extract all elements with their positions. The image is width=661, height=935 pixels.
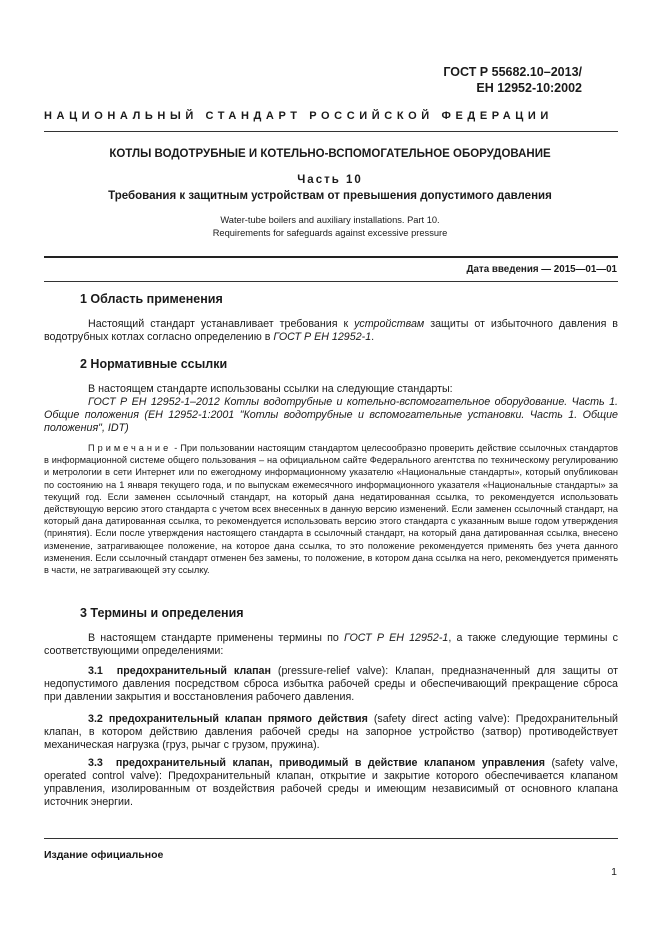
top-divider <box>44 131 618 132</box>
note-label: Примечание <box>88 443 172 453</box>
text-run: защиты от избыточного давления в водотрубных котлах согласно определению в <box>44 318 618 343</box>
standard-number <box>443 64 582 96</box>
text-run: . <box>371 331 375 343</box>
reference-note <box>44 442 618 576</box>
text-run: В настоящем стандарте применены термины по <box>88 632 344 644</box>
term-name: предохранительный клапан <box>116 665 271 677</box>
english-title-line-1: Water-tube boilers and auxiliary installations. Part 10. <box>220 215 440 225</box>
section-2-intro <box>44 383 618 396</box>
term-number: 3.3 <box>88 757 103 769</box>
part-label: Часть 10 <box>297 174 363 186</box>
term-name: предохранительный клапан, приводимый в действие клапаном управления <box>115 757 545 769</box>
emphasis: устройствам <box>354 318 425 330</box>
footer-divider <box>44 838 618 839</box>
page-number: 1 <box>611 866 617 878</box>
english-title <box>40 214 620 240</box>
reference-text: ГОСТ Р ЕН 12952-1–2012 Котлы водотрубные и котельно-вспомогательное оборудование. Часть 1. Общие положения (ЕН 12952-1:2001 "Котлы водотрубные и вспомогательные установки. Часть 1. Общие положения", IDT) <box>44 396 618 434</box>
section-3-intro <box>44 632 618 658</box>
introduction-date: Дата введения — 2015—01—01 <box>466 264 617 275</box>
term-name: предохранительный клапан прямого действия <box>108 713 368 725</box>
section-2-heading: 2 Нормативные ссылки <box>80 357 228 371</box>
term-3-1 <box>44 665 618 704</box>
term-number: 3.2 <box>88 713 103 725</box>
title-divider <box>44 256 618 258</box>
term-3-2 <box>44 713 618 752</box>
english-title-line-2: Requirements for safeguards against excessive pressure <box>212 228 448 238</box>
text-run: В настоящем стандарте использованы ссылки на следующие стандарты: <box>88 383 453 395</box>
term-3-3 <box>44 757 618 809</box>
part-title: Требования к защитным устройствам от превышения допустимого давления <box>108 190 552 202</box>
term-definition: (safety direct acting valve): Предохранительный клапан, в котором действию давления рабочей среды на запорное устройство (затвор) противодействует механическая нагрузка (груз, рычаг с грузом, пружина). <box>44 713 618 751</box>
standard-reference: ГОСТ Р ЕН 12952-1 <box>273 331 372 343</box>
normative-reference <box>44 396 618 435</box>
section-1-paragraph <box>44 318 618 344</box>
section-3-heading: 3 Термины и определения <box>80 606 244 620</box>
document-title: КОТЛЫ ВОДОТРУБНЫЕ И КОТЕЛЬНО-ВСПОМОГАТЕЛЬНОЕ ОБОРУДОВАНИЕ <box>109 148 551 160</box>
en-number: ЕН 12952-10:2002 <box>476 81 582 95</box>
term-definition: (pressure-relief valve): Клапан, предназначенный для защиты от недопустимого давления посредством сброса избытка рабочей среды и обеспечивающий прекращение сброса при давлении закрытия и восстановления рабочего давления. <box>44 665 618 703</box>
standard-reference: ГОСТ Р ЕН 12952-1 <box>344 632 449 644</box>
term-definition: (safety valve, operated control valve): Предохранительный клапан, открытие и закрытие которого обеспечивается клапаном управления, изолированным от воздействия рабочей среды и имеющим независимый от основного клапана источник энергии. <box>44 757 618 808</box>
term-number: 3.1 <box>88 665 103 677</box>
text-run: Настоящий стандарт устанавливает требования к <box>88 318 355 330</box>
official-edition-label: Издание официальное <box>44 849 164 861</box>
text-run: , а также следующие термины с соответствующими определениями: <box>44 632 618 657</box>
section-1-heading: 1 Область применения <box>80 292 223 306</box>
gost-number: ГОСТ Р 55682.10–2013/ <box>443 65 582 79</box>
date-divider <box>44 281 618 282</box>
national-standard-banner: НАЦИОНАЛЬНЫЙ СТАНДАРТ РОССИЙСКОЙ ФЕДЕРАЦИИ <box>44 110 553 122</box>
note-text: - При пользовании настоящим стандартом целесообразно проверить действие ссылочных стандартов в информационной системе общего пользования – на официальном сайте Федерального агентства по техническому регулированию и метрологии в сети Интернет или по ежегодному информационному указателю «Национальные стандарты», который опубликован по состоянию на 1 января текущего года, и по выпускам ежемесячного информационного указателя «Национальные стандарты» за текущий год. Если заменен ссылочный стандарт, на который дана недатированная ссылка, то рекомендуется использовать действующую версию этого стандарта с учетом всех внесенных в данную версию изменений. Если заменен ссылочный стандарт, на который дана датированная ссылка, то рекомендуется использовать версию этого стандарта с указанным выше годом утверждения (принятия). Если после утверждения настоящего стандарта в ссылочный стандарт, на который дана датированная ссылка, внесено изменение, затрагивающее положение, на которое дана ссылка, то это положение рекомендуется применять без учета данного изменения. Если ссылочный стандарт отменен без замены, то положение, в котором дана ссылка на него, рекомендуется применять в части, не затрагивающей эту ссылку. <box>44 443 618 576</box>
